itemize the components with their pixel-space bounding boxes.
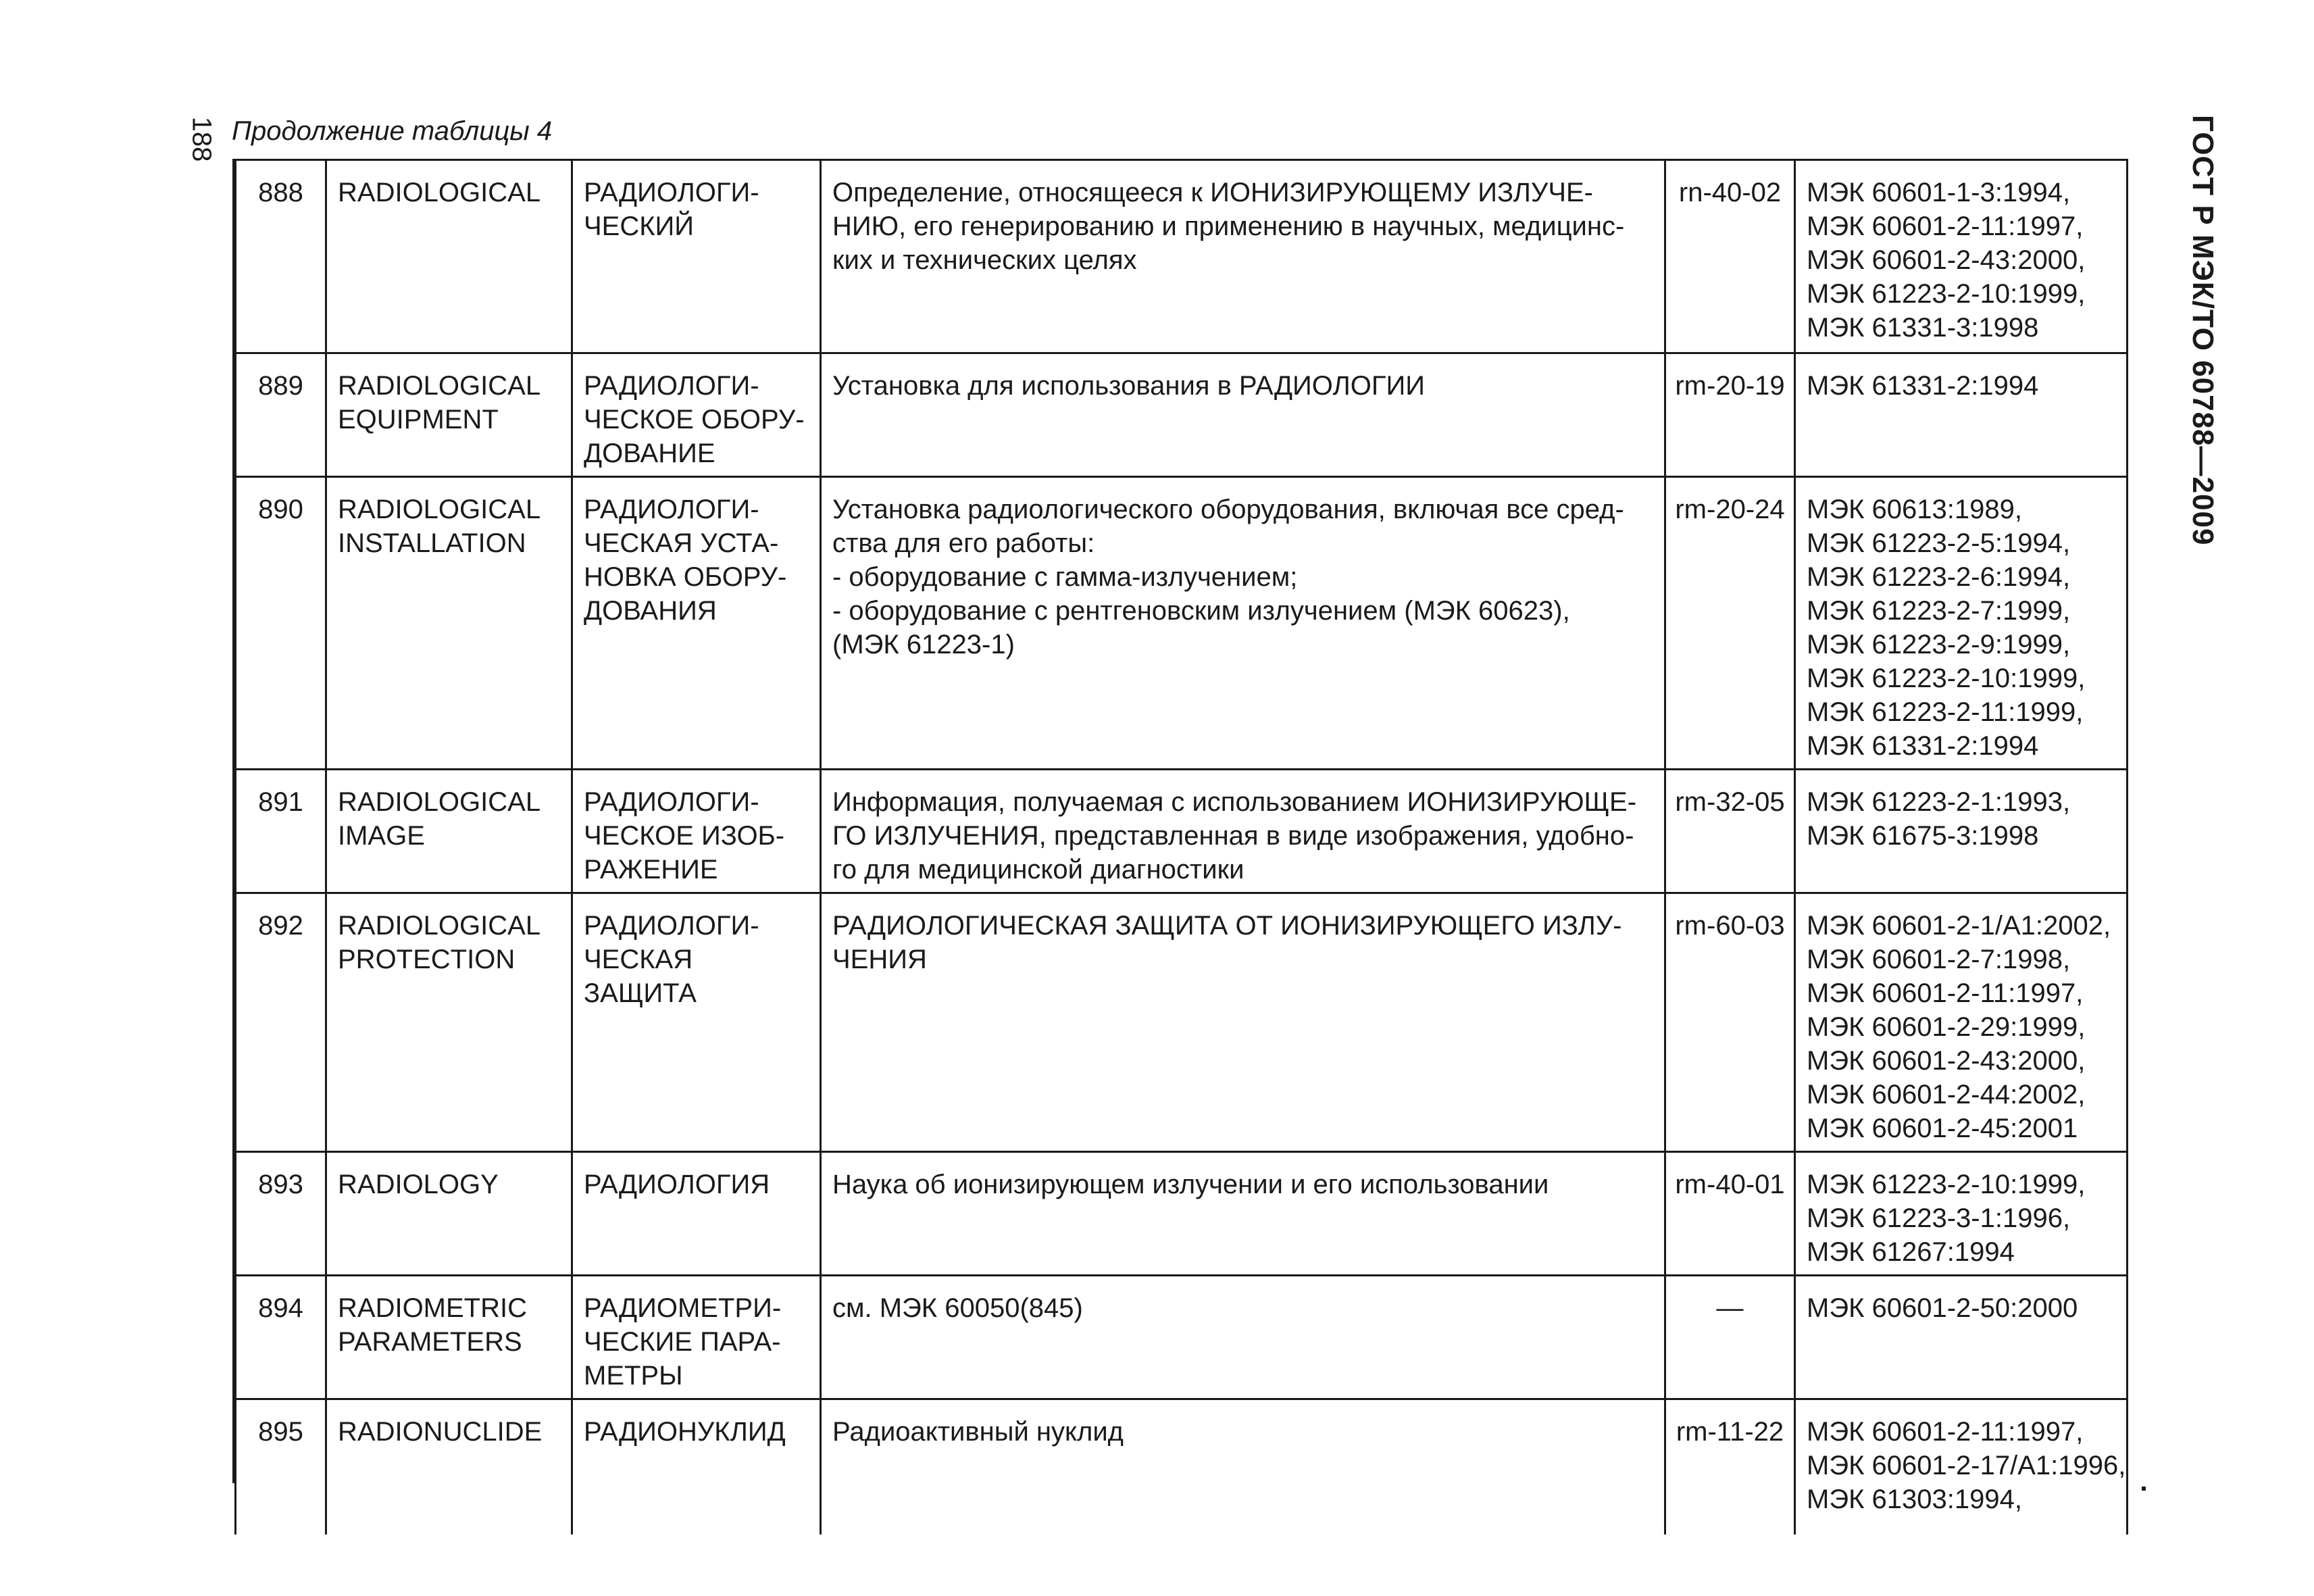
term-number: 888 — [236, 160, 326, 353]
term-english-line: RADIOLOGICAL — [338, 371, 541, 401]
term-russian-line: РАДИОЛОГИ- — [584, 371, 759, 401]
table-row — [236, 1276, 2128, 1399]
term-reference-line: МЭК 61303:1994, — [1807, 1485, 2022, 1514]
term-russian-line: ЗАЩИТА — [584, 978, 697, 1008]
term-code: rm-40-01 — [1665, 1152, 1795, 1276]
term-code: rm-11-22 — [1665, 1399, 1795, 1535]
term-english-line: RADIOLOGICAL — [338, 178, 541, 207]
term-reference-line: МЭК 61223-2-6:1994, — [1807, 562, 2071, 592]
term-definition — [821, 1276, 1665, 1399]
term-russian-line: РАДИОМЕТРИ- — [584, 1293, 782, 1323]
term-reference-line: МЭК 60601-2-43:2000, — [1807, 1046, 2086, 1076]
term-russian-line: РАЖЕНИЕ — [584, 855, 718, 884]
term-russian — [572, 353, 821, 477]
term-english-line: RADIOLOGICAL — [338, 787, 541, 817]
term-russian-line: ЧЕСКОЕ ИЗОБ- — [584, 821, 785, 851]
term-reference-line: МЭК 61223-3-1:1996, — [1807, 1203, 2071, 1233]
term-russian — [572, 477, 821, 770]
term-russian — [572, 770, 821, 893]
term-english — [326, 160, 572, 353]
term-reference-line: МЭК 60601-2-45:2001 — [1807, 1114, 2078, 1143]
term-reference-line: МЭК 61675-3:1998 — [1807, 821, 2039, 851]
term-code: rm-20-19 — [1665, 353, 1795, 477]
term-reference-line: МЭК 61223-2-9:1999, — [1807, 630, 2071, 659]
term-definition-line: (МЭК 61223-1) — [832, 630, 1015, 659]
term-reference-line: МЭК 60601-2-17/А1:1996, — [1807, 1451, 2126, 1480]
term-russian-line: РАДИОНУКЛИД — [584, 1417, 786, 1447]
term-russian-line: РАДИОЛОГИ- — [584, 787, 759, 817]
term-english — [326, 1399, 572, 1535]
term-reference-line: МЭК 60601-1-3:1994, — [1807, 178, 2071, 207]
term-reference-line: МЭК 60601-2-29:1999, — [1807, 1012, 2086, 1042]
term-russian-line: РАДИОЛОГИ- — [584, 178, 759, 207]
term-russian — [572, 1399, 821, 1535]
term-english — [326, 893, 572, 1152]
term-english-line: RADIOMETRIC — [338, 1293, 527, 1323]
term-definition-line: Наука об ионизирующем излучении и его использовании — [832, 1170, 1549, 1199]
term-definition — [821, 770, 1665, 893]
term-number: 891 — [236, 770, 326, 893]
term-reference-line: МЭК 61331-2:1994 — [1807, 731, 2039, 761]
term-russian — [572, 1276, 821, 1399]
term-definition-line: ГО ИЗЛУЧЕНИЯ, представленная в виде изображения, удобно- — [832, 821, 1634, 851]
term-english-line: RADIOLOGY — [338, 1170, 499, 1199]
term-russian-line: ЧЕСКОЕ ОБОРУ- — [584, 405, 805, 434]
term-definition-line: Информация, получаемая с использованием ИОНИЗИРУЮЩЕ- — [832, 787, 1637, 817]
term-references — [1795, 160, 2128, 353]
table-row — [236, 160, 2128, 353]
term-definition — [821, 160, 1665, 353]
term-reference-line: МЭК 61223-2-11:1999, — [1807, 697, 2084, 727]
term-references — [1795, 1152, 2128, 1276]
terms-table-body — [236, 160, 2128, 1535]
term-russian — [572, 893, 821, 1152]
table-continuation-caption: Продолжение таблицы 4 — [232, 116, 553, 146]
term-definition-line: Установка радиологического оборудования, включая все сред- — [832, 495, 1624, 524]
term-definition-line: ких и технических целях — [832, 245, 1137, 275]
term-reference-line: МЭК 60601-2-43:2000, — [1807, 245, 2086, 275]
term-russian-line: ЧЕСКИЕ ПАРА- — [584, 1327, 781, 1357]
term-english-line: INSTALLATION — [338, 528, 526, 558]
term-english — [326, 477, 572, 770]
term-number: 889 — [236, 353, 326, 477]
term-references — [1795, 477, 2128, 770]
term-definition — [821, 477, 1665, 770]
term-definition — [821, 1399, 1665, 1535]
term-definition-line: ЧЕНИЯ — [832, 945, 927, 974]
term-code: rm-32-05 — [1665, 770, 1795, 893]
term-reference-line: МЭК 60601-2-7:1998, — [1807, 945, 2071, 974]
term-russian-line: ЧЕСКИЙ — [584, 211, 695, 241]
table-row — [236, 353, 2128, 477]
term-reference-line: МЭК 61331-3:1998 — [1807, 313, 2039, 343]
table-row — [236, 893, 2128, 1152]
term-reference-line: МЭК 61267:1994 — [1807, 1237, 2015, 1267]
term-reference-line: МЭК 61223-2-10:1999, — [1807, 664, 2086, 693]
term-references — [1795, 353, 2128, 477]
term-code: rm-60-03 — [1665, 893, 1795, 1152]
term-definition-line: Установка для использования в РАДИОЛОГИИ — [832, 371, 1425, 401]
term-definition-line: ства для его работы: — [832, 528, 1095, 558]
term-references — [1795, 1276, 2128, 1399]
term-english — [326, 1152, 572, 1276]
term-number: 892 — [236, 893, 326, 1152]
term-definition-line: РАДИОЛОГИЧЕСКАЯ ЗАЩИТА ОТ ИОНИЗИРУЮЩЕГО ИЗЛУ- — [832, 911, 1622, 941]
term-definition — [821, 353, 1665, 477]
term-reference-line: МЭК 60601-2-11:1997, — [1807, 1417, 2084, 1447]
term-reference-line: МЭК 61223-2-10:1999, — [1807, 279, 2086, 309]
term-english-line: RADIOLOGICAL — [338, 495, 541, 524]
term-reference-line: МЭК 60601-2-11:1997, — [1807, 978, 2084, 1008]
term-russian — [572, 160, 821, 353]
term-reference-line: МЭК 61223-2-1:1993, — [1807, 787, 2071, 817]
term-definition-line: - оборудование с рентгеновским излучением (МЭК 60623), — [832, 596, 1570, 626]
term-english-line: PARAMETERS — [338, 1327, 522, 1357]
term-definition-line: Определение, относящееся к ИОНИЗИРУЮЩЕМУ ИЗЛУЧЕ- — [832, 178, 1593, 207]
term-english — [326, 770, 572, 893]
term-definition-line: Радиоактивный нуклид — [832, 1417, 1124, 1447]
table-row — [236, 477, 2128, 770]
table-row — [236, 1399, 2128, 1535]
term-russian-line: ДОВАНИЯ — [584, 596, 717, 626]
term-russian-line: ЧЕСКАЯ УСТА- — [584, 528, 779, 558]
table-row — [236, 1152, 2128, 1276]
term-reference-line: МЭК 61223-2-10:1999, — [1807, 1170, 2086, 1199]
term-russian-line: РАДИОЛОГИЯ — [584, 1170, 770, 1199]
term-russian-line: РАДИОЛОГИ- — [584, 495, 759, 524]
table-row — [236, 770, 2128, 893]
term-reference-line: МЭК 60613:1989, — [1807, 495, 2022, 524]
term-russian-line: ЧЕСКАЯ — [584, 945, 693, 974]
term-code: — — [1665, 1276, 1795, 1399]
term-reference-line: МЭК 60601-2-50:2000 — [1807, 1293, 2078, 1323]
term-english-line: PROTECTION — [338, 945, 515, 974]
term-reference-line: МЭК 60601-2-1/А1:2002, — [1807, 911, 2111, 941]
term-references — [1795, 1399, 2128, 1535]
term-english-line: EQUIPMENT — [338, 405, 499, 434]
term-english-line: RADIOLOGICAL — [338, 911, 541, 941]
term-number: 893 — [236, 1152, 326, 1276]
term-english-line: IMAGE — [338, 821, 425, 851]
term-russian-line: РАДИОЛОГИ- — [584, 911, 759, 941]
term-russian-line: МЕТРЫ — [584, 1361, 683, 1391]
term-reference-line: МЭК 61223-2-5:1994, — [1807, 528, 2071, 558]
term-russian-line: НОВКА ОБОРУ- — [584, 562, 787, 592]
term-code: rm-20-24 — [1665, 477, 1795, 770]
term-reference-line: МЭК 60601-2-44:2002, — [1807, 1080, 2086, 1109]
document-id: ГОСТ Р МЭК/ТО 60788—2009 — [2186, 115, 2219, 546]
term-definition-line: - оборудование с гамма-излучением; — [832, 562, 1298, 592]
term-russian-line: ДОВАНИЕ — [584, 439, 715, 468]
term-definition — [821, 1152, 1665, 1276]
term-reference-line: МЭК 60601-2-11:1997, — [1807, 211, 2084, 241]
term-code: rn-40-02 — [1665, 160, 1795, 353]
terms-table-container — [232, 159, 2126, 1514]
page-number: 188 — [186, 116, 217, 162]
term-english-line: RADIONUCLIDE — [338, 1417, 543, 1447]
term-russian — [572, 1152, 821, 1276]
terms-table — [234, 159, 2128, 1535]
term-definition-line: см. МЭК 60050(845) — [832, 1293, 1083, 1323]
margin-mark — [2142, 1487, 2146, 1491]
term-number: 895 — [236, 1399, 326, 1535]
term-reference-line: МЭК 61331-2:1994 — [1807, 371, 2039, 401]
term-english — [326, 353, 572, 477]
term-definition — [821, 893, 1665, 1152]
term-definition-line: НИЮ, его генерированию и применению в научных, медицинс- — [832, 211, 1625, 241]
term-definition-line: го для медицинской диагностики — [832, 855, 1244, 884]
term-reference-line: МЭК 61223-2-7:1999, — [1807, 596, 2071, 626]
term-number: 890 — [236, 477, 326, 770]
term-english — [326, 1276, 572, 1399]
term-number: 894 — [236, 1276, 326, 1399]
term-references — [1795, 893, 2128, 1152]
term-references — [1795, 770, 2128, 893]
